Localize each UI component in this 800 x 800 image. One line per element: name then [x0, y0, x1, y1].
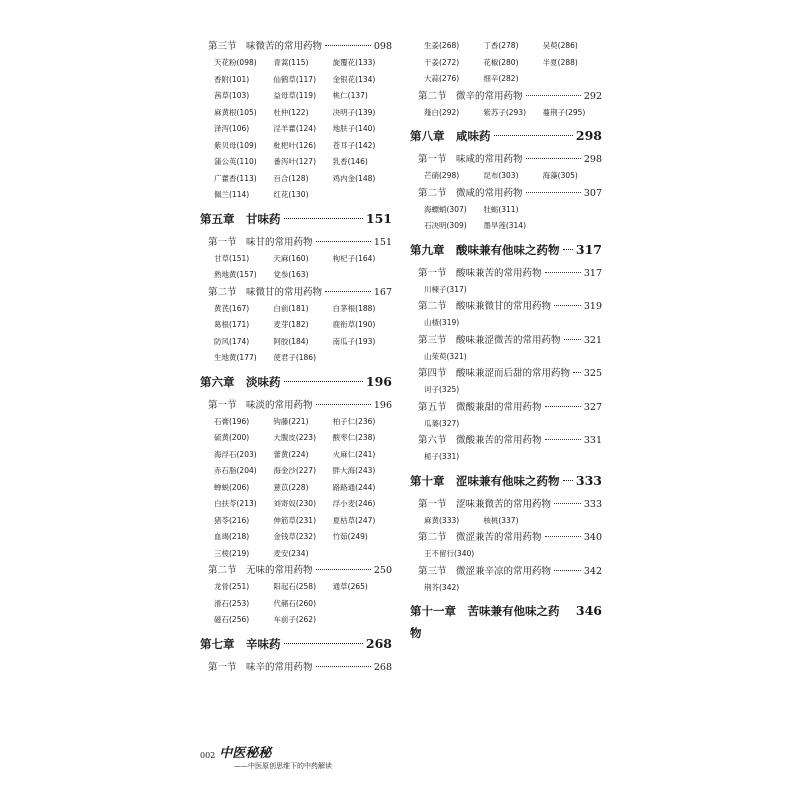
dot-leader — [554, 305, 581, 306]
herb-entry: 金银花(134) — [332, 74, 376, 84]
section-page-number: 327 — [583, 401, 602, 413]
chapter-page-number: 346 — [575, 603, 602, 618]
toc-section-entry[interactable] — [410, 563, 602, 580]
herb-entry: 蔓荆子(295) — [542, 107, 586, 117]
toc-left-column — [200, 38, 392, 676]
herb-entry: 细辛(282) — [483, 74, 519, 83]
dot-leader — [526, 95, 581, 96]
chapter-page-number: 268 — [365, 635, 392, 651]
herb-list — [200, 55, 392, 204]
herb-list — [410, 580, 602, 597]
herb-list — [200, 251, 392, 284]
herb-list — [410, 416, 602, 433]
section-title: 第六节 微酸兼苦的常用药物 — [418, 435, 542, 446]
herb-entry: 浮小麦(246) — [332, 499, 376, 508]
toc-section-entry[interactable] — [410, 298, 602, 315]
section-page-number: 321 — [583, 334, 602, 346]
dot-leader — [526, 158, 581, 159]
herb-entry: 赤石脂(204) — [214, 466, 257, 475]
toc-section-entry[interactable] — [410, 399, 602, 416]
dot-leader — [563, 249, 573, 250]
herb-list — [410, 282, 602, 299]
herb-list — [410, 168, 602, 185]
herb-entry: 干姜(272) — [424, 57, 460, 67]
herb-list — [410, 382, 602, 399]
herb-entry: 刘寄奴(230) — [273, 499, 316, 508]
section-page-number: 307 — [583, 187, 602, 199]
dot-leader — [316, 666, 371, 667]
dot-leader — [564, 339, 581, 340]
toc-section-entry[interactable] — [410, 332, 602, 349]
herb-list — [410, 315, 602, 332]
dot-leader — [573, 372, 581, 373]
chapter-page-number: 151 — [365, 210, 392, 226]
herb-entry: 昆布(303) — [483, 171, 519, 180]
herb-entry: 栀子(331) — [424, 452, 460, 461]
chapter-page-number: 317 — [575, 241, 602, 257]
herb-entry: 薏苡(228) — [273, 482, 309, 492]
herb-entry: 地肤子(140) — [332, 124, 376, 133]
section-title: 第一节 涩味兼微苦的常用药物 — [418, 498, 552, 510]
herb-entry — [543, 513, 602, 530]
toc-section-entry[interactable] — [410, 265, 602, 282]
section-title: 第一节 味咸的常用药物 — [418, 154, 523, 165]
toc-section-entry[interactable] — [200, 234, 392, 251]
dot-leader — [325, 291, 371, 292]
herb-entry: 柏子仁(236) — [332, 416, 376, 426]
section-title: 第三节 酸味兼涩微苦的常用药物 — [418, 334, 561, 346]
herb-entry: 花椒(280) — [483, 57, 519, 67]
section-title: 第三节 微涩兼辛凉的常用药物 — [418, 565, 552, 577]
section-page-number: 167 — [373, 286, 392, 298]
toc-section-entry[interactable] — [410, 529, 602, 546]
section-title: 第三节 味微苦的常用药物 — [208, 41, 323, 52]
section-title: 第二节 无味的常用药物 — [208, 565, 313, 576]
herb-entry: 大蒜(276) — [424, 74, 460, 83]
section-page-number: 250 — [373, 565, 392, 576]
herb-entry: 通草(265) — [332, 582, 368, 591]
herb-entry: 麻黄(333) — [424, 515, 460, 525]
herb-entry: 胖大海(243) — [332, 466, 376, 475]
herb-entry: 紫贝母(109) — [214, 140, 257, 150]
herb-entry: 荆芥(342) — [424, 582, 460, 592]
chapter-title: 第七章 辛味药 — [200, 636, 281, 651]
toc-chapter-entry[interactable] — [410, 125, 602, 147]
herb-entry: 金钱草(232) — [273, 532, 316, 541]
section-title: 第五节 微酸兼甜的常用药物 — [418, 401, 542, 413]
herb-entry: 蒲公英(110) — [214, 157, 257, 166]
section-page-number: 196 — [373, 399, 392, 411]
herb-entry: 丁香(278) — [483, 41, 519, 50]
herb-entry: 石膏(196) — [214, 416, 250, 426]
herb-entry: 番泻叶(127) — [273, 157, 316, 166]
toc-chapter-entry[interactable] — [410, 470, 602, 492]
herb-entry: 仙鹤草(117) — [273, 74, 316, 84]
section-page-number: 292 — [583, 90, 602, 102]
toc-section-entry[interactable] — [200, 397, 392, 414]
herb-list — [410, 202, 602, 235]
herb-entry: 白前(181) — [273, 303, 309, 313]
herb-entry: 百合(128) — [273, 173, 309, 183]
herb-entry: 白扶苓(213) — [214, 499, 257, 508]
chapter-page-number: 196 — [365, 373, 392, 389]
book-subtitle: ——中医原创思维下的中药解读 — [234, 762, 332, 770]
herb-entry: 磁石(256) — [214, 615, 250, 624]
herb-entry: 天花粉(098) — [214, 58, 257, 67]
herb-entry: 枸杞子(164) — [332, 253, 376, 263]
herb-list — [410, 546, 602, 563]
herb-list — [200, 301, 392, 367]
herb-entry: 枇杷叶(126) — [273, 140, 316, 150]
herb-entry: 龙骨(251) — [214, 582, 250, 591]
dot-leader — [563, 480, 573, 481]
section-page-number: 333 — [583, 498, 602, 510]
section-title: 第一节 酸味兼苦的常用药物 — [418, 267, 542, 279]
herb-entry: 王不留行(340) — [424, 549, 475, 558]
toc-section-entry[interactable] — [410, 432, 602, 449]
herb-entry: 紫苏子(293) — [483, 107, 526, 117]
herb-list — [410, 349, 602, 366]
section-title: 第一节 味淡的常用药物 — [208, 399, 313, 411]
chapter-title: 第五章 甘味药 — [200, 211, 281, 226]
page-footer — [200, 746, 332, 770]
chapter-title: 第十章 涩味兼有他味之药物 — [410, 473, 560, 488]
toc-section-entry[interactable] — [410, 185, 602, 202]
section-page-number: 331 — [583, 435, 602, 446]
herb-entry: 海藻(305) — [542, 171, 578, 180]
dot-leader — [284, 381, 363, 382]
toc-right-column — [410, 38, 602, 640]
toc-chapter-entry[interactable] — [410, 239, 602, 261]
herb-entry: 火麻仁(241) — [332, 449, 376, 459]
herb-entry: 葛根(171) — [214, 320, 250, 329]
herb-entry: 红花(130) — [273, 190, 309, 199]
herb-entry: 诃子(325) — [424, 385, 460, 394]
toc-chapter-entry[interactable] — [410, 600, 602, 640]
section-page-number: 151 — [373, 236, 392, 248]
toc-section-entry[interactable] — [410, 365, 602, 382]
herb-entry: 青蒿(115) — [273, 58, 309, 67]
herb-entry: 决明子(139) — [332, 107, 376, 117]
page-number: 002 — [200, 751, 216, 760]
toc-chapter-entry[interactable] — [200, 633, 392, 655]
herb-entry: 甘草(151) — [214, 253, 250, 263]
herb-entry: 白茅根(188) — [332, 303, 376, 313]
herb-entry: 核桃(337) — [483, 515, 519, 525]
herb-entry: 薤白(292) — [424, 107, 460, 117]
dot-leader — [554, 503, 581, 504]
herb-entry: 蕾黄(224) — [273, 449, 309, 459]
herb-entry: 牡蛎(311) — [483, 204, 519, 214]
section-page-number: 319 — [583, 301, 602, 312]
herb-entry: 广藿香(113) — [214, 173, 257, 183]
herb-entry: 墨旱莲(314) — [483, 221, 526, 230]
herb-entry: 佩兰(114) — [214, 190, 250, 199]
herb-entry: 阿胶(184) — [273, 336, 309, 346]
herb-entry — [333, 596, 392, 613]
section-title: 第四节 酸味兼涩而后甜的常用药物 — [418, 368, 571, 379]
herb-entry: 蝉蜕(206) — [214, 482, 250, 492]
herb-list — [410, 105, 602, 122]
dot-leader — [554, 570, 581, 571]
toc-section-entry[interactable] — [200, 562, 392, 579]
toc-section-entry[interactable] — [200, 659, 392, 676]
herb-entry: 滑石(253) — [214, 598, 250, 608]
herb-entry: 鸡内金(148) — [332, 173, 376, 183]
herb-entry: 代赭石(260) — [273, 598, 316, 608]
herb-entry: 麦芽(182) — [273, 320, 309, 329]
section-title: 第一节 味辛的常用药物 — [208, 661, 313, 673]
section-page-number: 325 — [583, 368, 602, 379]
toc-section-entry[interactable] — [200, 38, 392, 55]
chapter-title: 第八章 咸味药 — [410, 129, 491, 143]
herb-entry: 血竭(218) — [214, 532, 250, 541]
dot-leader — [545, 439, 581, 440]
herb-list — [200, 414, 392, 563]
section-title: 第二节 酸味兼微甘的常用药物 — [418, 301, 552, 312]
toc-chapter-entry[interactable] — [200, 208, 392, 230]
dot-leader — [284, 218, 363, 219]
herb-entry: 海螵蛸(307) — [424, 204, 467, 214]
toc-section-entry[interactable] — [200, 284, 392, 301]
section-page-number: 340 — [583, 532, 602, 543]
chapter-title: 第九章 酸味兼有他味之药物 — [410, 242, 560, 257]
section-page-number: 317 — [583, 267, 602, 279]
herb-entry: 酸枣仁(238) — [332, 433, 376, 442]
herb-entry: 麦安(234) — [273, 548, 309, 558]
herb-list — [200, 579, 392, 629]
herb-entry — [543, 218, 602, 235]
herb-entry: 生姜(268) — [424, 41, 460, 50]
section-title: 第二节 微涩兼苦的常用药物 — [418, 532, 542, 543]
herb-entry: 石决明(309) — [424, 221, 467, 230]
herb-entry — [333, 612, 392, 629]
herb-entry: 熟地黄(157) — [214, 270, 257, 279]
book-brand-logo: 中医秘秘 — [219, 746, 272, 761]
toc-section-entry[interactable] — [410, 496, 602, 513]
herb-entry: 阳起石(258) — [273, 582, 316, 591]
herb-entry: 伸筋草(231) — [273, 515, 316, 525]
dot-leader — [494, 135, 573, 136]
herb-entry: 猪苓(216) — [214, 515, 250, 525]
herb-entry: 山楂(319) — [424, 318, 460, 327]
section-page-number: 298 — [583, 154, 602, 165]
herb-list — [410, 38, 602, 88]
dot-leader — [325, 45, 371, 46]
herb-entry: 吴萸(286) — [542, 41, 578, 50]
herb-entry: 路路通(244) — [332, 482, 376, 492]
herb-entry — [543, 202, 602, 219]
herb-entry: 使君子(186) — [273, 353, 316, 362]
chapter-title: 第十一章 苦味兼有他味之药物 — [410, 604, 560, 640]
herb-entry: 车前子(262) — [273, 615, 316, 624]
herb-entry: 黄芪(167) — [214, 303, 250, 313]
herb-entry: 半夏(288) — [542, 57, 578, 67]
herb-entry: 桃仁(137) — [332, 91, 368, 100]
herb-entry: 大腹皮(223) — [273, 433, 316, 442]
herb-entry: 旋覆花(133) — [332, 58, 376, 67]
dot-leader — [526, 192, 581, 193]
herb-entry: 乳香(146) — [332, 157, 368, 166]
herb-entry: 硫黄(200) — [214, 433, 250, 442]
herb-entry: 海金沙(227) — [273, 466, 316, 475]
chapter-page-number: 298 — [575, 128, 602, 143]
herb-entry: 鹿衔草(190) — [332, 320, 376, 329]
section-page-number: 268 — [373, 661, 392, 673]
herb-entry: 党参(163) — [273, 270, 309, 279]
herb-entry: 川楝子(317) — [424, 284, 467, 294]
herb-entry: 天麻(160) — [273, 253, 309, 263]
dot-leader — [545, 272, 581, 273]
dot-leader — [545, 406, 581, 407]
chapter-title: 第六章 淡味药 — [200, 374, 281, 389]
section-title: 第一节 味甘的常用药物 — [208, 236, 313, 248]
herb-entry: 泽泻(106) — [214, 124, 250, 133]
herb-list — [410, 449, 602, 466]
herb-entry: 夏枯草(247) — [332, 515, 376, 525]
herb-entry: 生地黄(177) — [214, 353, 257, 362]
dot-leader — [316, 404, 371, 405]
toc-section-entry[interactable] — [410, 88, 602, 105]
herb-entry: 竹茹(249) — [332, 532, 368, 541]
herb-entry: 瓜蒌(327) — [424, 418, 460, 428]
herb-list — [410, 513, 602, 530]
herb-entry: 防风(174) — [214, 336, 250, 346]
dot-leader — [545, 536, 581, 537]
herb-entry: 茜草(103) — [214, 91, 250, 100]
chapter-page-number: 333 — [575, 472, 602, 488]
herb-entry: 钩藤(221) — [273, 416, 309, 426]
herb-entry: 三棱(219) — [214, 548, 250, 558]
section-title: 第二节 味微甘的常用药物 — [208, 286, 323, 298]
herb-entry: 麻黄根(105) — [214, 107, 257, 117]
herb-entry: 南瓜子(193) — [332, 336, 376, 346]
section-page-number: 098 — [373, 41, 392, 52]
herb-entry: 芒硝(298) — [424, 171, 460, 180]
section-title: 第二节 微辛的常用药物 — [418, 90, 523, 102]
toc-chapter-entry[interactable] — [200, 371, 392, 393]
dot-leader — [316, 569, 371, 570]
section-title: 第二节 微咸的常用药物 — [418, 187, 523, 199]
herb-entry: 淫羊藿(124) — [273, 124, 316, 133]
dot-leader — [316, 241, 371, 242]
dot-leader — [284, 643, 363, 644]
herb-entry: 海浮石(203) — [214, 449, 257, 459]
toc-section-entry[interactable] — [410, 151, 602, 168]
herb-entry: 益母草(119) — [273, 91, 316, 100]
herb-entry: 杜仲(122) — [273, 107, 309, 117]
herb-entry: 香附(101) — [214, 74, 250, 84]
section-page-number: 342 — [583, 565, 602, 577]
herb-entry: 山茱萸(321) — [424, 351, 467, 361]
herb-entry: 苍耳子(142) — [332, 140, 376, 150]
